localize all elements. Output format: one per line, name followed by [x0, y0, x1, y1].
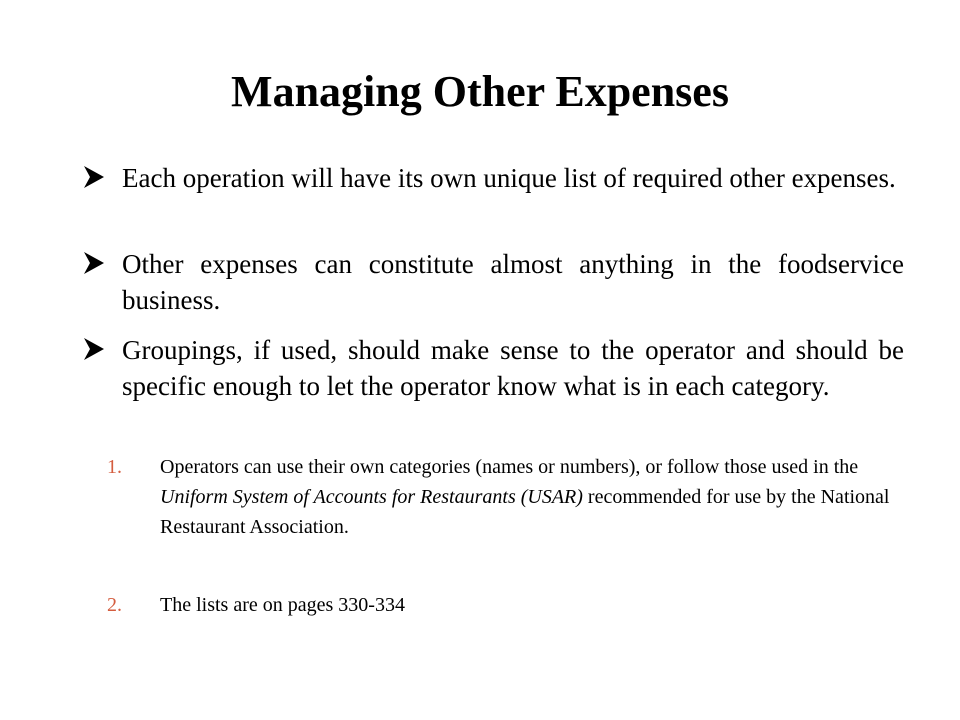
sub-item-text [160, 452, 907, 542]
arrowhead-bullet-icon [84, 166, 104, 188]
slide-title: Managing Other Expenses [231, 67, 729, 116]
numbered-sub-item [107, 590, 907, 620]
bullet-text: Groupings, if used, should make sense to the operator and should be specific enough to let the operator know what is in each category. [122, 335, 904, 401]
publication-title: Uniform System of Accounts for Restaurants (USAR) [160, 486, 583, 508]
sub-item-text-part: recommended for use by the National Restaurant Association. [160, 486, 890, 538]
bullet-item [84, 246, 904, 318]
sub-item-text-part: Operators can use their own categories (names or numbers), or follow those used in the [160, 456, 859, 478]
bullet-text: Other expenses can constitute almost anything in the foodservice business. [122, 249, 904, 315]
sub-item-number: 2. [107, 594, 122, 616]
sub-item-number: 1. [107, 456, 122, 478]
bullet-item [84, 332, 904, 404]
arrowhead-bullet-icon [84, 252, 104, 274]
numbered-sub-item [107, 452, 907, 542]
bullet-text: Each operation will have its own unique list of required other expenses. [122, 163, 896, 193]
bullet-item [84, 160, 904, 196]
arrowhead-bullet-icon [84, 338, 104, 360]
sub-item-text: The lists are on pages 330-334 [160, 594, 405, 616]
